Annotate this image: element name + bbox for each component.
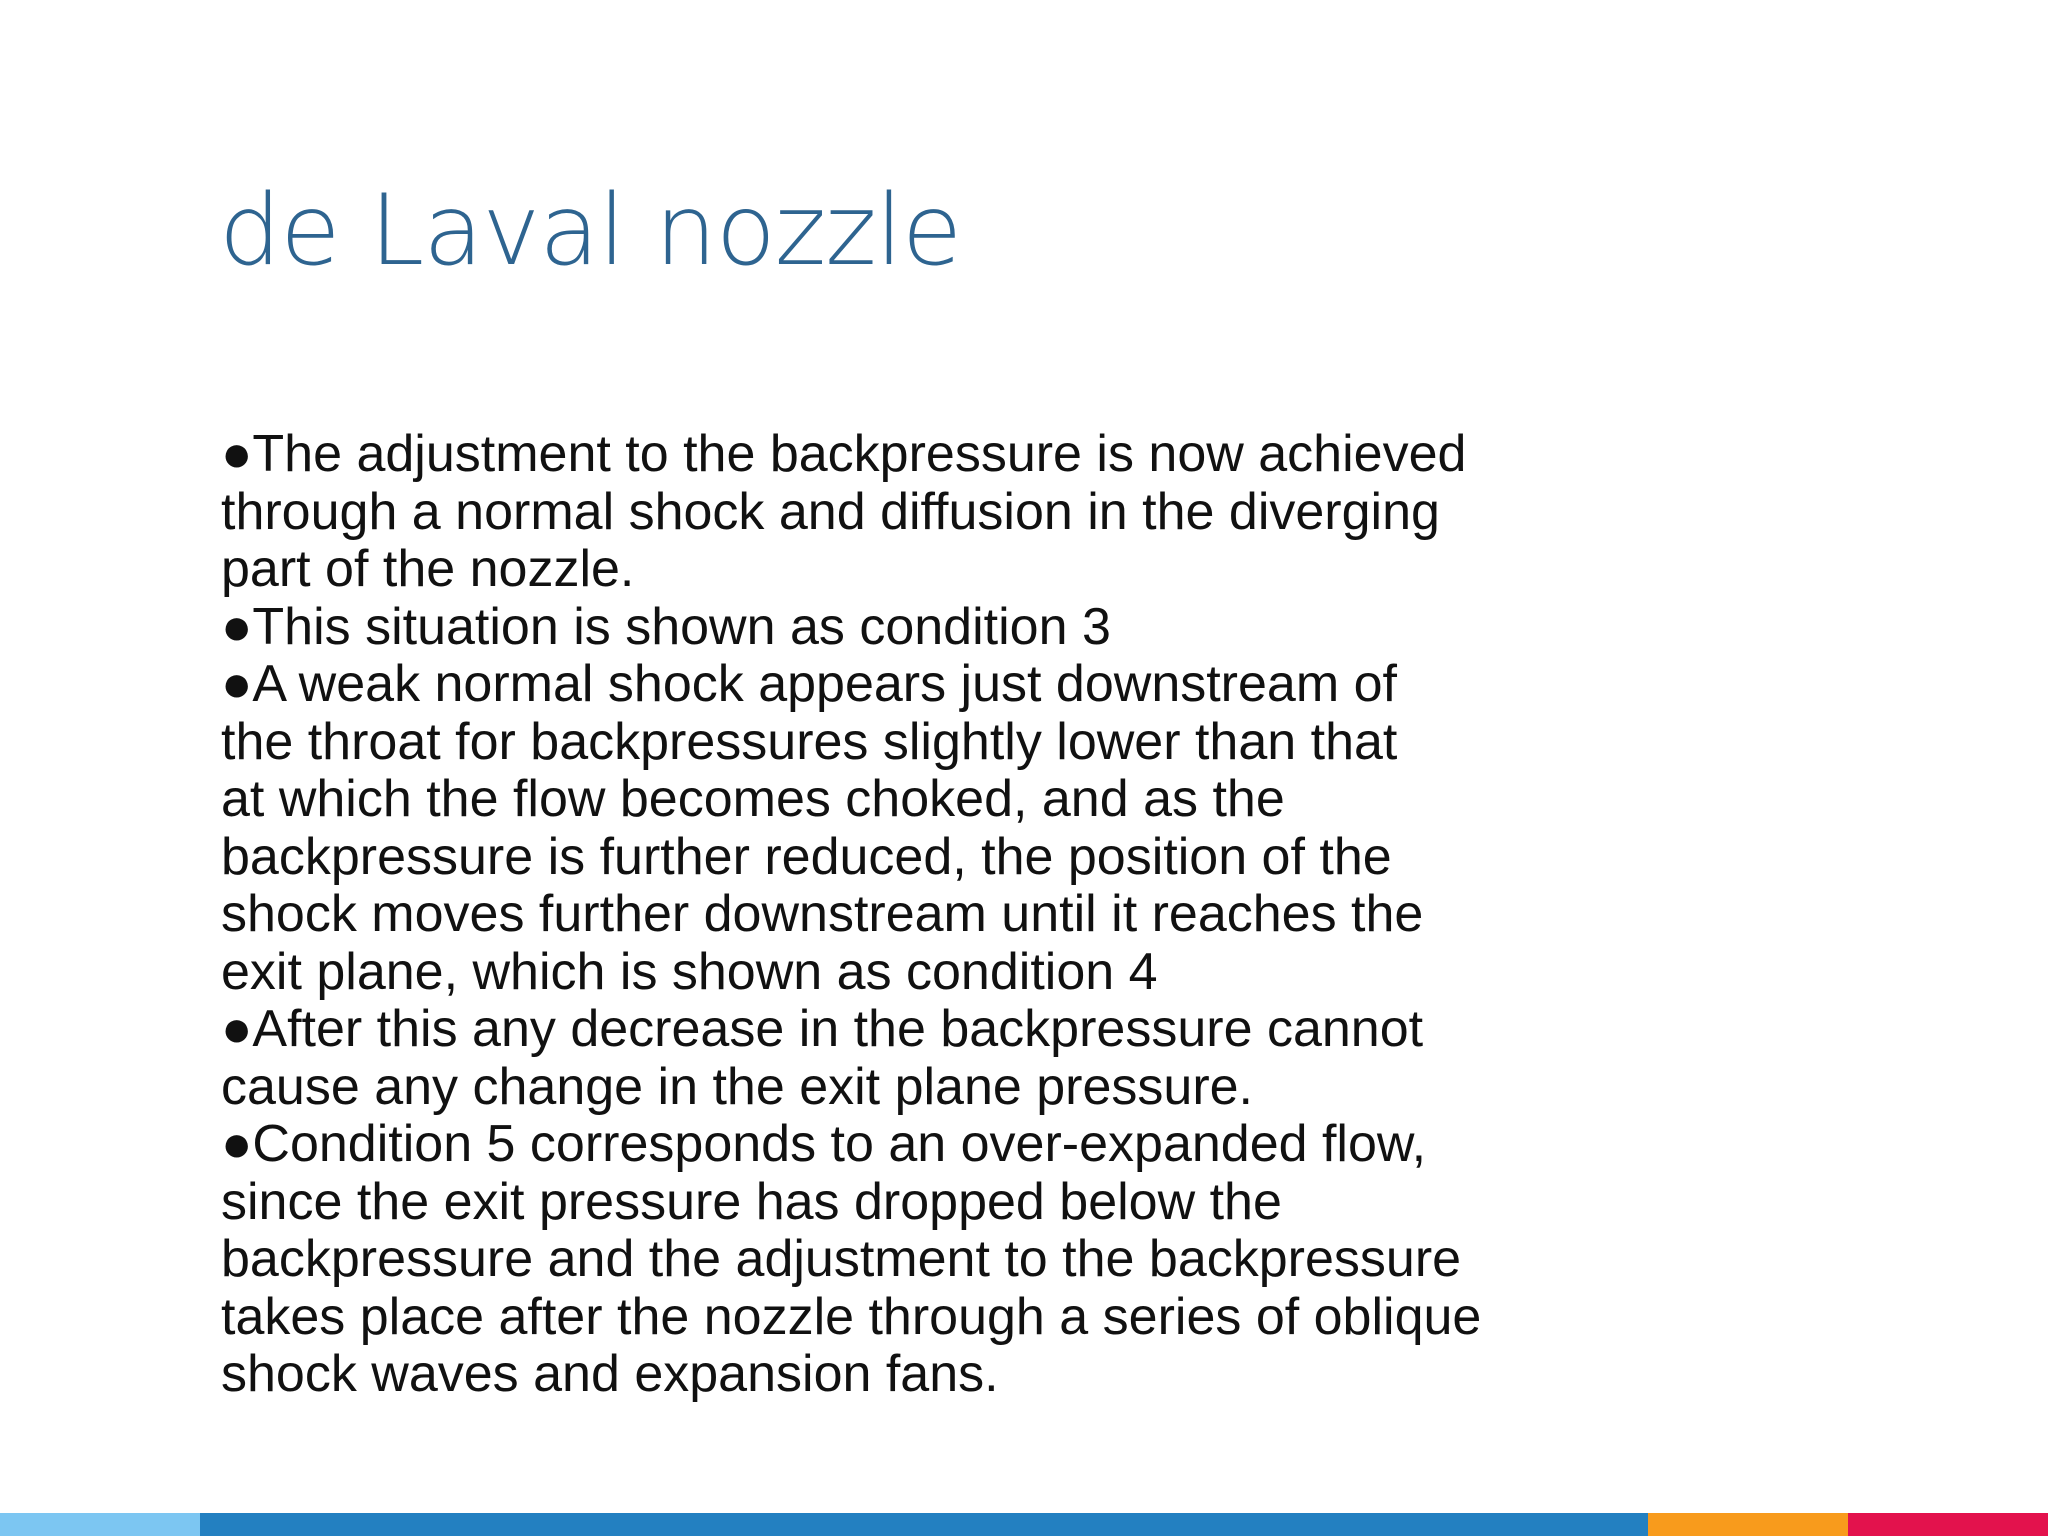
body-line: ●After this any decrease in the backpressure cannot (221, 1000, 1424, 1058)
footer-segment-orange (1648, 1513, 1848, 1536)
body-line: through a normal shock and diffusion in the diverging (221, 482, 1440, 541)
body-line: cause any change in the exit plane pressure. (221, 1057, 1254, 1116)
body-line: shock moves further downstream until it reaches the (221, 885, 1424, 943)
body-line: ●A weak normal shock appears just downstream of (221, 655, 1397, 713)
slide-body (221, 426, 1681, 1404)
footer-color-bar (0, 1513, 2048, 1536)
body-line: backpressure is further reduced, the position of the (221, 827, 1392, 886)
body-line: takes place after the nozzle through a series of oblique (221, 1287, 1482, 1346)
body-line: part of the nozzle. (221, 540, 635, 598)
body-line: ●This situation is shown as condition 3 (221, 597, 1111, 656)
body-line: ●The adjustment to the backpressure is now achieved (221, 425, 1467, 483)
footer-segment-light-blue (0, 1513, 200, 1536)
footer-segment-blue (200, 1513, 1648, 1536)
body-line: at which the flow becomes choked, and as the (221, 770, 1285, 828)
body-line: since the exit pressure has dropped below the (221, 1172, 1282, 1231)
body-line: exit plane, which is shown as condition 4 (221, 942, 1158, 1001)
footer-segment-pink (1848, 1513, 2048, 1536)
body-line: the throat for backpressures slightly lower than that (221, 712, 1398, 771)
body-line: shock waves and expansion fans. (221, 1345, 999, 1403)
body-line: ●Condition 5 corresponds to an over-expanded flow, (221, 1115, 1427, 1173)
body-line: backpressure and the adjustment to the backpressure (221, 1230, 1462, 1288)
slide-title: de Laval nozzle (219, 174, 962, 288)
